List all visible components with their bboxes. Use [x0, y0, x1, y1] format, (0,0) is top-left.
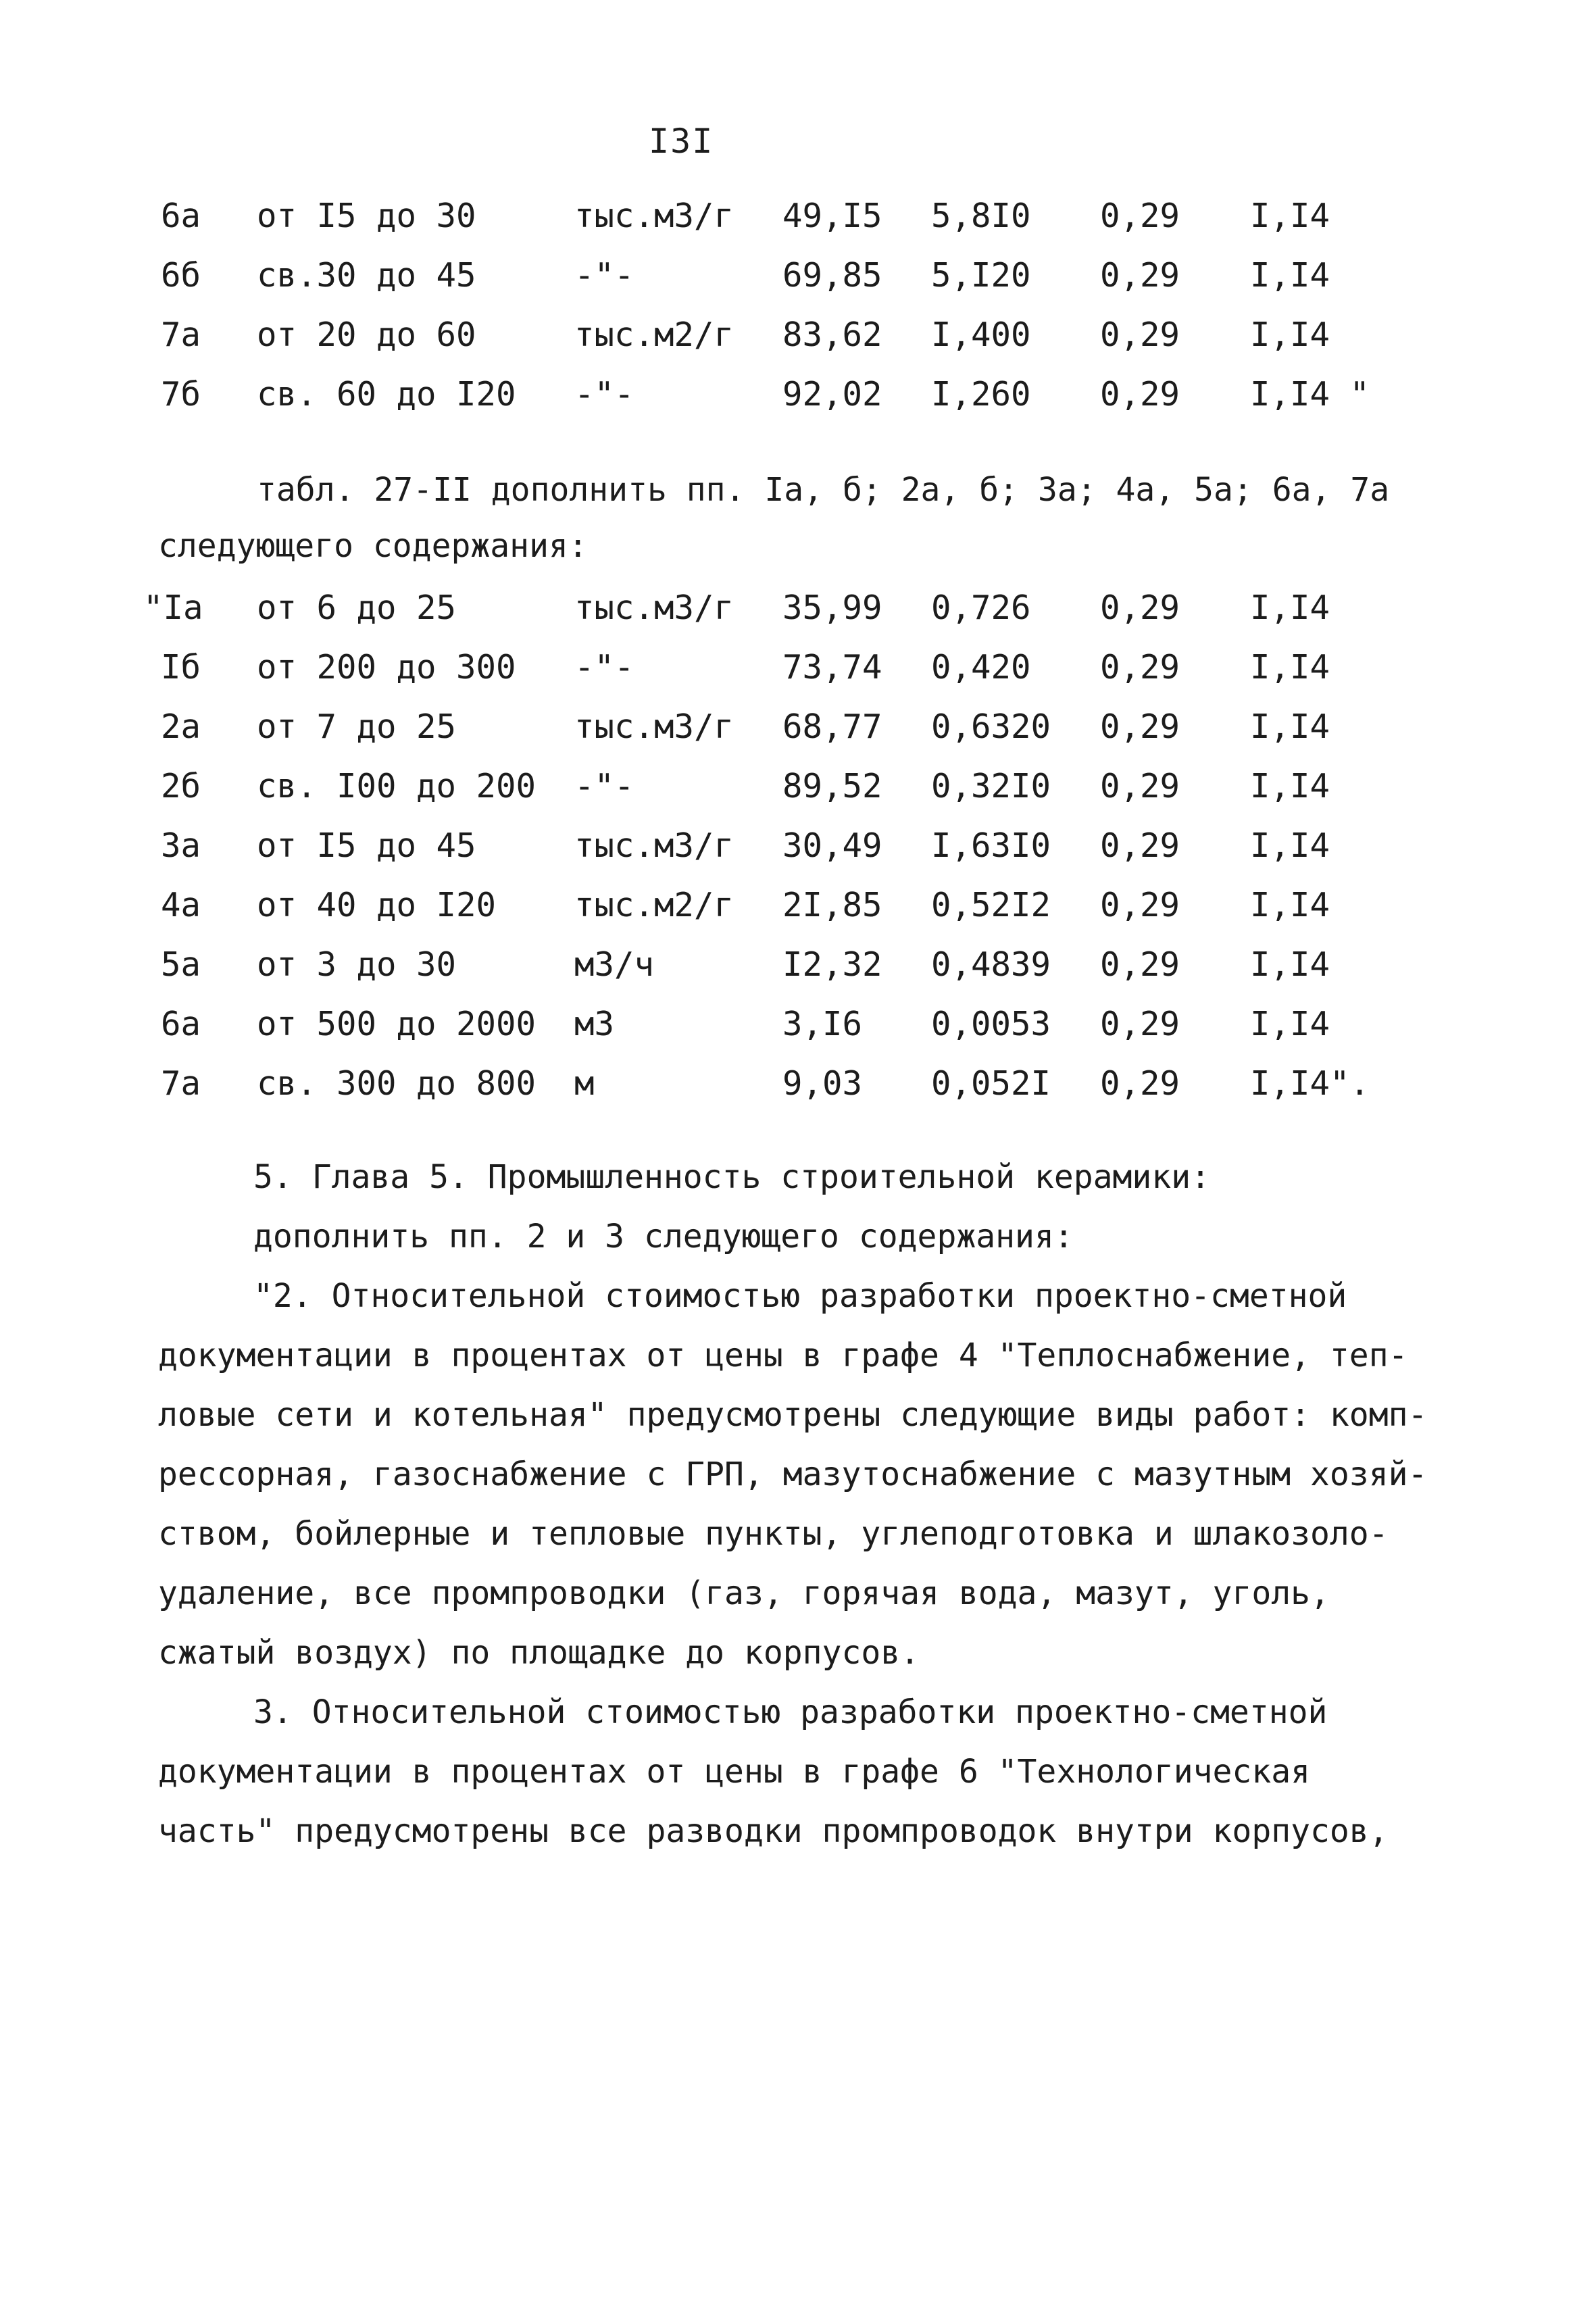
- item-number: 6а: [161, 197, 201, 235]
- item-number: 7а: [161, 316, 201, 354]
- param-b: 0,4839: [931, 945, 1051, 984]
- param-b: 0,6320: [931, 707, 1051, 746]
- param-a: 92,02: [782, 375, 882, 414]
- coef-2: I,I4 ": [1250, 375, 1370, 414]
- param-a: 49,I5: [782, 197, 882, 235]
- text-line: удаление, все промпроводки (газ, горячая вода, мазут, уголь,: [158, 1574, 1330, 1612]
- item-number: 4а: [161, 886, 201, 924]
- param-a: 73,74: [782, 648, 882, 687]
- indicator-range: от 3 до 30: [257, 945, 457, 984]
- param-b: I,63I0: [931, 826, 1051, 865]
- param-a: 3,I6: [782, 1005, 863, 1043]
- param-b: 0,420: [931, 648, 1031, 687]
- table-row: [0, 766, 1596, 807]
- item-number: 2а: [161, 707, 201, 746]
- coef-1: 0,29: [1100, 707, 1180, 746]
- text-line: ством, бойлерные и тепловые пункты, углеподготовка и шлакозоло-: [158, 1515, 1389, 1553]
- text-line: документации в процентах от цены в графе 6 "Технологическая: [158, 1753, 1311, 1791]
- coef-2: I,I4: [1250, 886, 1330, 924]
- unit: м: [574, 1064, 595, 1103]
- item-number: Iб: [161, 648, 201, 687]
- unit: тыс.м3/г: [574, 197, 734, 235]
- indicator-range: св. I00 до 200: [257, 767, 537, 805]
- coef-1: 0,29: [1100, 767, 1180, 805]
- table-row: [0, 255, 1596, 296]
- param-b: 5,I20: [931, 256, 1031, 295]
- param-a: 89,52: [782, 767, 882, 805]
- param-b: 0,0053: [931, 1005, 1051, 1043]
- indicator-range: св. 60 до I20: [257, 375, 516, 414]
- table-row: [0, 945, 1596, 985]
- indicator-range: св.30 до 45: [257, 256, 476, 295]
- param-a: 9,03: [782, 1064, 863, 1103]
- coef-1: 0,29: [1100, 945, 1180, 984]
- coef-2: I,I4: [1250, 316, 1330, 354]
- coef-1: 0,29: [1100, 826, 1180, 865]
- text-line: дополнить пп. 2 и 3 следующего содержания:: [253, 1218, 1074, 1255]
- text-line: документации в процентах от цены в графе 4 "Теплоснабжение, теп-: [158, 1337, 1408, 1374]
- item-number: 6б: [161, 256, 201, 295]
- item-number: 6а: [161, 1005, 201, 1043]
- coef-2: I,I4: [1250, 767, 1330, 805]
- param-a: 30,49: [782, 826, 882, 865]
- indicator-range: св. 300 до 800: [257, 1064, 537, 1103]
- indicator-range: от 20 до 60: [257, 316, 476, 354]
- page-number: I3I: [649, 122, 714, 161]
- param-b: I,400: [931, 316, 1031, 354]
- item-number: 7а: [161, 1064, 201, 1103]
- indicator-range: от I5 до 45: [257, 826, 476, 865]
- unit: тыс.м3/г: [574, 707, 734, 746]
- table-row: [0, 885, 1596, 926]
- param-b: 5,8I0: [931, 197, 1031, 235]
- item-number: 5а: [161, 945, 201, 984]
- coef-1: 0,29: [1100, 316, 1180, 354]
- coef-1: 0,29: [1100, 1064, 1180, 1103]
- section-heading: 5. Глава 5. Промышленность строительной керамики:: [253, 1158, 1211, 1196]
- unit: тыс.м3/г: [574, 826, 734, 865]
- param-b: I,260: [931, 375, 1031, 414]
- table-row: [0, 374, 1596, 415]
- coef-2: I,I4: [1250, 648, 1330, 687]
- param-b: 0,32I0: [931, 767, 1051, 805]
- unit: тыс.м3/г: [574, 589, 734, 627]
- coef-1: 0,29: [1100, 589, 1180, 627]
- coef-1: 0,29: [1100, 648, 1180, 687]
- indicator-range: от 7 до 25: [257, 707, 457, 746]
- indicator-range: от 500 до 2000: [257, 1005, 537, 1043]
- item-number: 2б: [161, 767, 201, 805]
- text-line: часть" предусмотрены все разводки промпроводок внутри корпусов,: [158, 1812, 1389, 1850]
- coef-1: 0,29: [1100, 256, 1180, 295]
- param-b: 0,726: [931, 589, 1031, 627]
- indicator-range: от 40 до I20: [257, 886, 497, 924]
- intro-line-2: следующего содержания:: [158, 527, 588, 565]
- indicator-range: от 200 до 300: [257, 648, 516, 687]
- table-row: [0, 315, 1596, 355]
- unit: тыс.м2/г: [574, 316, 734, 354]
- text-line: ловые сети и котельная" предусмотрены следующие виды работ: комп-: [158, 1396, 1428, 1434]
- coef-2: I,I4: [1250, 197, 1330, 235]
- param-a: 35,99: [782, 589, 882, 627]
- unit: м3/ч: [574, 945, 655, 984]
- param-a: 2I,85: [782, 886, 882, 924]
- text-line: "2. Относительной стоимостью разработки проектно-сметной: [253, 1277, 1347, 1315]
- table-row: [0, 707, 1596, 747]
- item-number: 3а: [161, 826, 201, 865]
- indicator-range: от I5 до 30: [257, 197, 476, 235]
- coef-1: 0,29: [1100, 1005, 1180, 1043]
- text-line: рессорная, газоснабжение с ГРП, мазутоснабжение с мазутным хозяй-: [158, 1455, 1428, 1493]
- param-a: 83,62: [782, 316, 882, 354]
- table-row: [0, 647, 1596, 688]
- unit: -"-: [574, 767, 634, 805]
- unit: -"-: [574, 375, 634, 414]
- coef-1: 0,29: [1100, 375, 1180, 414]
- coef-2: I,I4: [1250, 707, 1330, 746]
- item-number: "Iа: [143, 589, 203, 627]
- table-row: [0, 1004, 1596, 1045]
- coef-1: 0,29: [1100, 197, 1180, 235]
- indicator-range: от 6 до 25: [257, 589, 457, 627]
- text-line: 3. Относительной стоимостью разработки проектно-сметной: [253, 1693, 1328, 1731]
- unit: -"-: [574, 648, 634, 687]
- coef-1: 0,29: [1100, 886, 1180, 924]
- param-a: 68,77: [782, 707, 882, 746]
- param-b: 0,052I: [931, 1064, 1051, 1103]
- intro-line-1: табл. 27-II дополнить пп. Iа, б; 2а, б; 3а; 4а, 5а; 6а, 7а: [257, 471, 1390, 509]
- unit: -"-: [574, 256, 634, 295]
- table-row: [0, 826, 1596, 866]
- coef-2: I,I4: [1250, 1005, 1330, 1043]
- unit: тыс.м2/г: [574, 886, 734, 924]
- param-a: I2,32: [782, 945, 882, 984]
- table-row: [0, 588, 1596, 628]
- param-a: 69,85: [782, 256, 882, 295]
- coef-2: I,I4: [1250, 826, 1330, 865]
- coef-2: I,I4: [1250, 589, 1330, 627]
- coef-2: I,I4: [1250, 945, 1330, 984]
- coef-2: I,I4".: [1250, 1064, 1370, 1103]
- param-b: 0,52I2: [931, 886, 1051, 924]
- table-row: [0, 1064, 1596, 1104]
- table-row: [0, 196, 1596, 237]
- text-line: сжатый воздух) по площадке до корпусов.: [158, 1634, 920, 1672]
- unit: м3: [574, 1005, 615, 1043]
- item-number: 7б: [161, 375, 201, 414]
- coef-2: I,I4: [1250, 256, 1330, 295]
